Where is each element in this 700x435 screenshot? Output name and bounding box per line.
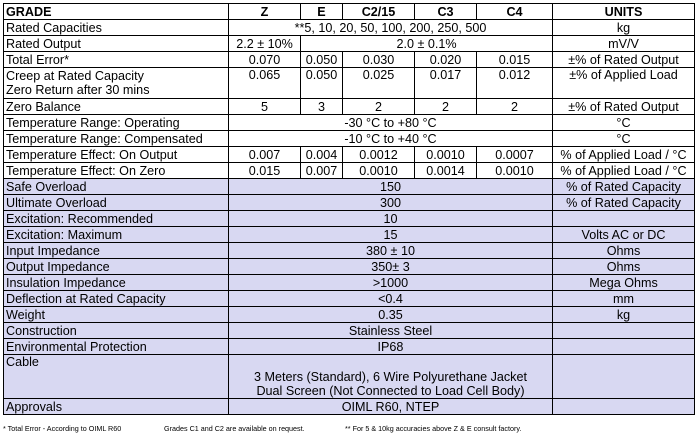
header-grade-c4: C4 xyxy=(477,4,553,20)
row-unit: ±% of Applied Load xyxy=(553,68,695,99)
row-value-c2-15: 0.025 xyxy=(343,68,415,99)
row-value-c2-15: 0.0010 xyxy=(343,163,415,179)
row-label-line-1: Creep at Rated Capacity xyxy=(6,69,144,83)
row-value: OIML R60, NTEP xyxy=(229,399,553,415)
row-output-impedance xyxy=(4,259,695,275)
row-value-z: 0.070 xyxy=(229,52,301,68)
row-value-c3: 0.0010 xyxy=(415,147,477,163)
row-label: Temperature Range: Compensated xyxy=(4,131,229,147)
row-unit: % of Applied Load / °C xyxy=(553,163,695,179)
row-safe-overload xyxy=(4,179,695,195)
row-unit: mV/V xyxy=(553,36,695,52)
row-value-e: 0.050 xyxy=(301,52,343,68)
row-value-z: 5 xyxy=(229,99,301,115)
row-unit xyxy=(553,323,695,339)
row-creep xyxy=(4,68,695,99)
row-value: 2.0 ± 0.1% xyxy=(301,36,553,52)
row-value-e: 3 xyxy=(301,99,343,115)
row-weight xyxy=(4,307,695,323)
row-label-line-2: Zero Return after 30 mins xyxy=(6,83,150,97)
row-input-impedance xyxy=(4,243,695,259)
row-value-c4: 0.0010 xyxy=(477,163,553,179)
row-rated-capacities xyxy=(4,20,695,36)
row-unit xyxy=(553,399,695,415)
row-unit: Ohms xyxy=(553,259,695,275)
row-value-line-1: 3 Meters (Standard), 6 Wire Polyurethane Jacket xyxy=(254,370,527,384)
row-environmental-protection xyxy=(4,339,695,355)
footnote-accuracies: ** For 5 & 10kg accuracies above Z & E consult factory. xyxy=(345,424,522,433)
row-value-z: 0.065 xyxy=(229,68,301,99)
footnote-grades: Grades C1 and C2 are available on request. xyxy=(164,424,305,433)
row-value-c4: 0.012 xyxy=(477,68,553,99)
row-unit: ±% of Rated Output xyxy=(553,52,695,68)
row-value: 300 xyxy=(229,195,553,211)
row-temperature-operating xyxy=(4,115,695,131)
row-label: Input Impedance xyxy=(4,243,229,259)
row-temperature-effect-output xyxy=(4,147,695,163)
row-unit xyxy=(553,339,695,355)
footnote-total-error: * Total Error - According to OIML R60 xyxy=(3,424,122,433)
row-rated-output xyxy=(4,36,695,52)
load-cell-spec-table xyxy=(3,3,695,415)
row-construction xyxy=(4,323,695,339)
row-total-error xyxy=(4,52,695,68)
row-unit: °C xyxy=(553,131,695,147)
row-approvals xyxy=(4,399,695,415)
row-unit xyxy=(553,211,695,227)
row-label: Excitation: Recommended xyxy=(4,211,229,227)
header-grade-c3: C3 xyxy=(415,4,477,20)
row-value: 350± 3 xyxy=(229,259,553,275)
row-label: Deflection at Rated Capacity xyxy=(4,291,229,307)
row-ultimate-overload xyxy=(4,195,695,211)
row-value xyxy=(229,355,553,399)
row-value: 10 xyxy=(229,211,553,227)
row-label: Zero Balance xyxy=(4,99,229,115)
row-value-e: 0.004 xyxy=(301,147,343,163)
row-label: Environmental Protection xyxy=(4,339,229,355)
header-row xyxy=(4,4,695,20)
row-value: -30 °C to +80 °C xyxy=(229,115,553,131)
row-value-e: 0.050 xyxy=(301,68,343,99)
row-unit xyxy=(553,355,695,399)
row-unit: Volts AC or DC xyxy=(553,227,695,243)
row-unit: Ohms xyxy=(553,243,695,259)
row-value: >1000 xyxy=(229,275,553,291)
row-value: <0.4 xyxy=(229,291,553,307)
row-unit: % of Rated Capacity xyxy=(553,195,695,211)
row-label: Construction xyxy=(4,323,229,339)
row-label: Rated Capacities xyxy=(4,20,229,36)
row-label: Cable xyxy=(4,355,229,399)
header-grade: GRADE xyxy=(4,4,229,20)
row-unit: kg xyxy=(553,20,695,36)
row-cable xyxy=(4,355,695,399)
row-value: 150 xyxy=(229,179,553,195)
row-deflection xyxy=(4,291,695,307)
row-value: IP68 xyxy=(229,339,553,355)
row-label xyxy=(4,68,229,99)
row-value-c3: 2 xyxy=(415,99,477,115)
row-value-c2-15: 2 xyxy=(343,99,415,115)
row-zero-balance xyxy=(4,99,695,115)
row-label: Insulation Impedance xyxy=(4,275,229,291)
row-excitation-maximum xyxy=(4,227,695,243)
row-unit: Mega Ohms xyxy=(553,275,695,291)
row-label: Temperature Effect: On Zero xyxy=(4,163,229,179)
row-value-c3: 0.017 xyxy=(415,68,477,99)
row-value-z: 0.007 xyxy=(229,147,301,163)
row-value: 15 xyxy=(229,227,553,243)
row-value-line-2: Dual Screen (Not Connected to Load Cell Body) xyxy=(256,384,525,398)
row-label: Excitation: Maximum xyxy=(4,227,229,243)
row-unit: °C xyxy=(553,115,695,131)
header-grade-z: Z xyxy=(229,4,301,20)
row-value: 0.35 xyxy=(229,307,553,323)
row-unit: ±% of Rated Output xyxy=(553,99,695,115)
row-value: 380 ± 10 xyxy=(229,243,553,259)
header-grade-e: E xyxy=(301,4,343,20)
header-units: UNITS xyxy=(553,4,695,20)
row-value-z: 0.015 xyxy=(229,163,301,179)
row-unit: % of Applied Load / °C xyxy=(553,147,695,163)
row-value-c2-15: 0.0012 xyxy=(343,147,415,163)
header-grade-c2-15: C2/15 xyxy=(343,4,415,20)
row-value-c3: 0.0014 xyxy=(415,163,477,179)
row-value-c3: 0.020 xyxy=(415,52,477,68)
row-value: **5, 10, 20, 50, 100, 200, 250, 500 xyxy=(229,20,553,36)
row-value-c2-15: 0.030 xyxy=(343,52,415,68)
row-value-c4: 0.0007 xyxy=(477,147,553,163)
row-label: Temperature Range: Operating xyxy=(4,115,229,131)
row-unit: mm xyxy=(553,291,695,307)
row-unit: % of Rated Capacity xyxy=(553,179,695,195)
row-value: -10 °C to +40 °C xyxy=(229,131,553,147)
row-value: Stainless Steel xyxy=(229,323,553,339)
row-label: Safe Overload xyxy=(4,179,229,195)
row-label: Output Impedance xyxy=(4,259,229,275)
row-excitation-recommended xyxy=(4,211,695,227)
row-value-e: 0.007 xyxy=(301,163,343,179)
row-label: Temperature Effect: On Output xyxy=(4,147,229,163)
row-label: Approvals xyxy=(4,399,229,415)
row-label: Ultimate Overload xyxy=(4,195,229,211)
row-insulation-impedance xyxy=(4,275,695,291)
row-temperature-compensated xyxy=(4,131,695,147)
row-unit: kg xyxy=(553,307,695,323)
row-label: Weight xyxy=(4,307,229,323)
row-label: Rated Output xyxy=(4,36,229,52)
row-value-c4: 2 xyxy=(477,99,553,115)
row-value-z: 2.2 ± 10% xyxy=(229,36,301,52)
row-label: Total Error* xyxy=(4,52,229,68)
row-value-c4: 0.015 xyxy=(477,52,553,68)
row-temperature-effect-zero xyxy=(4,163,695,179)
